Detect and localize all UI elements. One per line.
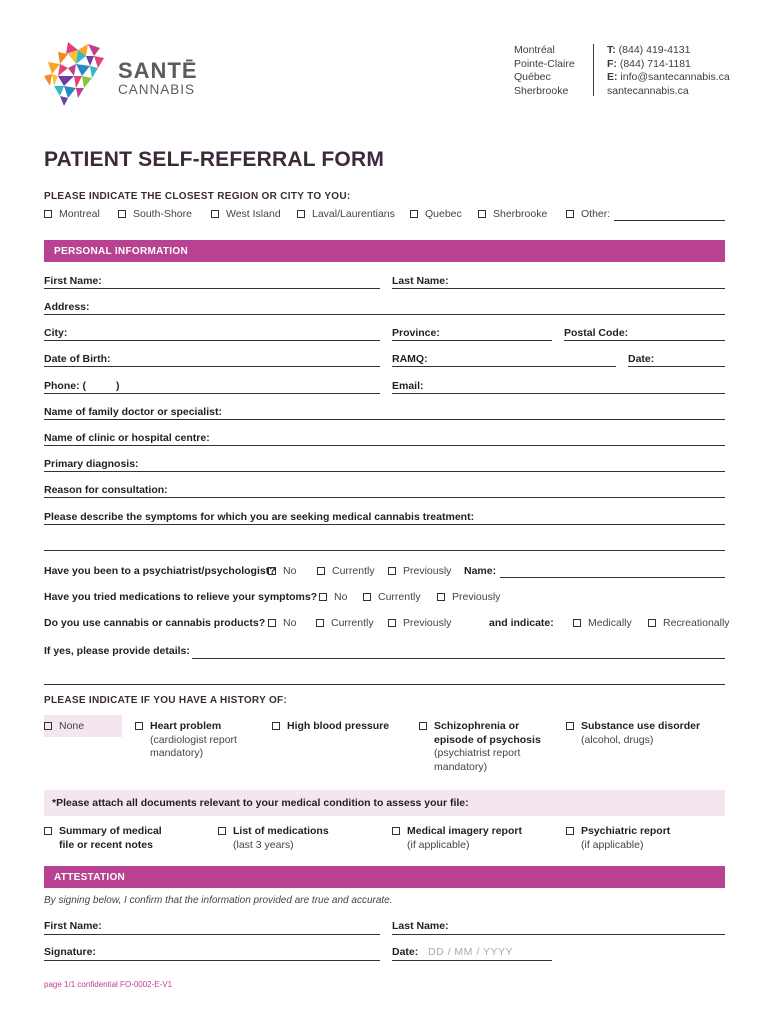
- ramq-field[interactable]: [392, 366, 616, 367]
- checkbox[interactable]: [118, 210, 126, 218]
- meds-option-no[interactable]: No: [319, 591, 347, 605]
- dob-field[interactable]: [44, 366, 380, 367]
- contact-block: [607, 44, 757, 98]
- history-option-none[interactable]: None: [44, 720, 84, 734]
- attach-option-imagery[interactable]: Medical imagery report (if applicable): [392, 825, 522, 852]
- sante-cannabis-logo: [44, 42, 116, 106]
- checkbox[interactable]: [478, 210, 486, 218]
- email-field[interactable]: [392, 393, 725, 394]
- ramq-label: RAMQ:: [392, 353, 428, 365]
- attest-first-name-field[interactable]: [44, 934, 380, 935]
- cannabis-use-recreationally[interactable]: Recreationally: [648, 617, 730, 631]
- checkbox[interactable]: [44, 722, 52, 730]
- region-option-other[interactable]: Other:: [566, 208, 610, 222]
- attest-first-name-label: First Name:: [44, 920, 102, 932]
- phone-label: Phone: (: [44, 380, 86, 392]
- region-option-west-island[interactable]: West Island: [211, 208, 281, 222]
- checkbox[interactable]: [419, 722, 427, 730]
- reason-field[interactable]: [44, 497, 725, 498]
- reason-label: Reason for consultation:: [44, 484, 168, 496]
- last-name-label: Last Name:: [392, 275, 449, 287]
- province-field[interactable]: [392, 340, 552, 341]
- contact-fax: F: (844) 714-1181: [607, 57, 691, 70]
- checkbox[interactable]: [297, 210, 305, 218]
- checkbox[interactable]: [135, 722, 143, 730]
- form-title: PATIENT SELF-REFERRAL FORM: [44, 148, 385, 171]
- attestation-statement: By signing below, I confirm that the information provided are true and accurate.: [44, 895, 393, 906]
- province-label: Province:: [392, 327, 440, 339]
- page-footer: page 1/1 confidential FO-0002-E-V1: [44, 980, 173, 989]
- family-doctor-field[interactable]: [44, 419, 725, 420]
- checkbox[interactable]: [566, 210, 574, 218]
- details-field[interactable]: [192, 658, 725, 659]
- diagnosis-label: Primary diagnosis:: [44, 458, 139, 470]
- region-option-montreal[interactable]: Montreal: [44, 208, 100, 222]
- attest-last-name-label: Last Name:: [392, 920, 449, 932]
- psych-option-previously[interactable]: Previously: [388, 565, 451, 579]
- checkbox[interactable]: [44, 210, 52, 218]
- contact-website[interactable]: santecannabis.ca: [607, 84, 689, 97]
- city-list: [514, 44, 590, 98]
- cannabis-option-previously[interactable]: Previously: [388, 617, 451, 631]
- checkbox[interactable]: [573, 619, 581, 627]
- dob-label: Date of Birth:: [44, 353, 111, 365]
- checkbox[interactable]: [316, 619, 324, 627]
- city-item: Pointe-Claire: [514, 57, 575, 70]
- address-label: Address:: [44, 301, 90, 313]
- checkbox[interactable]: [319, 593, 327, 601]
- attestation-heading: ATTESTATION: [44, 866, 725, 888]
- checkbox[interactable]: [388, 567, 396, 575]
- region-option-sherbrooke[interactable]: Sherbrooke: [478, 208, 547, 222]
- psych-name-field[interactable]: [500, 577, 725, 578]
- clinic-field[interactable]: [44, 445, 725, 446]
- city-label: City:: [44, 327, 68, 339]
- brand-name: SANTĒ: [118, 58, 198, 83]
- attach-option-medications[interactable]: List of medications (last 3 years): [218, 825, 329, 852]
- cannabis-option-currently[interactable]: Currently: [316, 617, 374, 631]
- address-field[interactable]: [44, 314, 725, 315]
- city-item: Sherbrooke: [514, 84, 569, 97]
- details-field-line2[interactable]: [44, 684, 725, 685]
- checkbox[interactable]: [392, 827, 400, 835]
- city-field[interactable]: [44, 340, 380, 341]
- ramq-date-label: Date:: [628, 353, 655, 365]
- meds-question: Have you tried medications to relieve your symptoms?: [44, 591, 318, 603]
- ramq-date-field[interactable]: [628, 366, 725, 367]
- checkbox[interactable]: [437, 593, 445, 601]
- email-label: Email:: [392, 380, 424, 392]
- region-option-quebec[interactable]: Quebec: [410, 208, 462, 222]
- phone-field[interactable]: [44, 393, 380, 394]
- family-doctor-label: Name of family doctor or specialist:: [44, 406, 222, 418]
- first-name-field[interactable]: [44, 288, 380, 289]
- contact-email[interactable]: E: info@santecannabis.ca: [607, 71, 730, 83]
- symptoms-field-line2[interactable]: [44, 550, 725, 551]
- attach-option-psychiatric[interactable]: Psychiatric report (if applicable): [566, 825, 670, 852]
- checkbox[interactable]: [363, 593, 371, 601]
- contact-phone: T: (844) 419-4131: [607, 44, 691, 56]
- checkbox[interactable]: [410, 210, 418, 218]
- history-option-substance[interactable]: Substance use disorder (alcohol, drugs): [566, 720, 700, 747]
- region-option-south-shore[interactable]: South-Shore: [118, 208, 192, 222]
- psych-question: Have you been to a psychiatrist/psychologist?: [44, 565, 276, 577]
- checkbox[interactable]: [272, 722, 280, 730]
- meds-option-previously[interactable]: Previously: [437, 591, 500, 605]
- history-option-heart[interactable]: Heart problem (cardiologist report mandatory): [135, 720, 237, 761]
- cannabis-question: Do you use cannabis or cannabis products?: [44, 617, 266, 629]
- city-item: Montréal: [514, 44, 555, 56]
- signature-field[interactable]: [44, 960, 380, 961]
- psych-option-currently[interactable]: Currently: [317, 565, 375, 579]
- attest-date-placeholder[interactable]: DD / MM / YYYY: [428, 946, 513, 958]
- history-option-blood-pressure[interactable]: High blood pressure: [272, 720, 389, 734]
- phone-paren: ): [116, 380, 120, 392]
- details-label: If yes, please provide details:: [44, 645, 190, 657]
- brand-subname: CANNABIS: [118, 82, 196, 97]
- psych-name-label: Name:: [464, 565, 497, 577]
- cannabis-use-medically[interactable]: Medically: [573, 617, 632, 631]
- checkbox[interactable]: [566, 722, 574, 730]
- checkbox[interactable]: [317, 567, 325, 575]
- personal-info-heading: PERSONAL INFORMATION: [44, 240, 725, 262]
- clinic-label: Name of clinic or hospital centre:: [44, 432, 210, 444]
- checkbox[interactable]: [218, 827, 226, 835]
- psych-option-no[interactable]: No: [268, 565, 296, 579]
- city-item: Québec: [514, 71, 551, 83]
- last-name-field[interactable]: [392, 288, 725, 289]
- attest-date-label: Date:: [392, 946, 419, 958]
- attach-note: *Please attach all documents relevant to your medical condition to assess your file:: [52, 797, 469, 809]
- meds-option-currently[interactable]: Currently: [363, 591, 421, 605]
- history-heading: PLEASE INDICATE IF YOU HAVE A HISTORY OF:: [44, 695, 288, 706]
- postal-code-label: Postal Code:: [564, 327, 629, 339]
- cannabis-option-no[interactable]: No: [268, 617, 296, 631]
- region-option-laval[interactable]: Laval/Laurentians: [297, 208, 395, 222]
- checkbox[interactable]: [388, 619, 396, 627]
- checkbox[interactable]: [268, 567, 276, 575]
- checkbox[interactable]: [268, 619, 276, 627]
- symptoms-label: Please describe the symptoms for which you are seeking medical cannabis treatment:: [44, 511, 475, 523]
- other-region-field[interactable]: [614, 220, 725, 221]
- symptoms-field[interactable]: [44, 524, 725, 525]
- history-option-schizophrenia[interactable]: Schizophrenia or episode of psychosis (psychiatrist report mandatory): [419, 720, 541, 774]
- region-heading: PLEASE INDICATE THE CLOSEST REGION OR CITY TO YOU:: [44, 191, 351, 202]
- checkbox[interactable]: [44, 827, 52, 835]
- header-divider: [593, 44, 594, 96]
- checkbox[interactable]: [566, 827, 574, 835]
- signature-label: Signature:: [44, 946, 96, 958]
- attest-last-name-field[interactable]: [392, 934, 725, 935]
- diagnosis-field[interactable]: [44, 471, 725, 472]
- and-indicate-label: and indicate:: [489, 617, 554, 629]
- attach-option-summary[interactable]: Summary of medical file or recent notes: [44, 825, 162, 852]
- checkbox[interactable]: [211, 210, 219, 218]
- postal-code-field[interactable]: [564, 340, 725, 341]
- first-name-label: First Name:: [44, 275, 102, 287]
- checkbox[interactable]: [648, 619, 656, 627]
- attest-date-field[interactable]: [392, 960, 552, 961]
